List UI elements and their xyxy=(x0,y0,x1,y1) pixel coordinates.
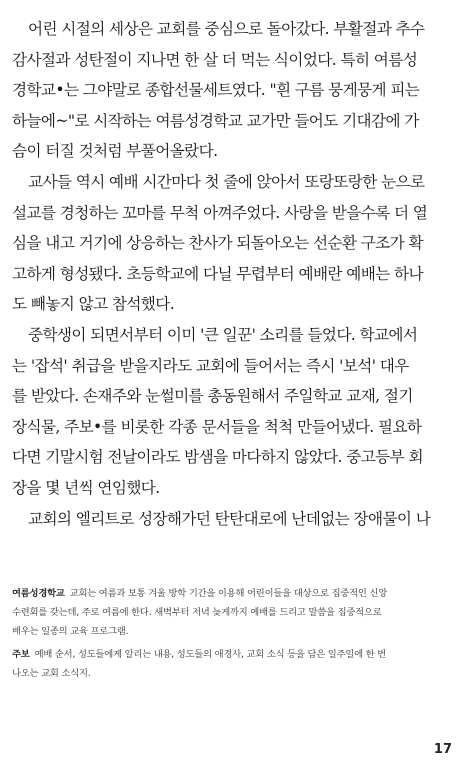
text-line: 경학교•는 그야말로 종합선물세트였다. "흰 구름 뭉게뭉게 피는 xyxy=(12,81,420,100)
footnote-line: 수련회를 갖는데, 주로 여름에 한다. 새벽부터 저녁 늦게까지 예배를 드리고 말씀을 집중적으로 xyxy=(12,607,382,618)
text-line: 하늘에~"로 시작하는 여름성경학교 교가만 들어도 기대감에 가 xyxy=(12,111,419,130)
text-line: 도 빼놓지 않고 참석했다. xyxy=(12,295,175,314)
text-line: 감사절과 성탄절이 지나면 한 살 더 먹는 식이었다. 특히 여름성 xyxy=(12,50,418,69)
text-line: 고하게 형성됐다. 초등학교에 다닐 무렵부터 예배란 예배는 하나 xyxy=(12,264,423,283)
text-line: 심을 내고 거기에 상응하는 찬사가 되돌아오는 선순환 구조가 확 xyxy=(12,234,423,253)
footnote-line: 나오는 교회 소식지. xyxy=(12,668,91,679)
paragraph-2 xyxy=(12,167,464,320)
paragraph-4 xyxy=(12,504,464,535)
footnote-text: 교회는 여름과 보통 겨울 방학 기간을 이용해 어린이들을 대상으로 집중적인 신앙 xyxy=(69,588,388,599)
body-text xyxy=(12,14,464,534)
text-line: 중학생이 되면서부터 이미 '큰 일꾼' 소리를 들었다. 학교에서 xyxy=(28,325,418,344)
footnotes xyxy=(12,584,464,687)
footnote-line xyxy=(12,645,464,664)
text-line: 장식물, 주보•를 비롯한 각종 문서들을 척척 만들어냈다. 필요하 xyxy=(12,417,422,436)
page-number: 17 xyxy=(433,742,452,757)
text-line: 슴이 터질 것처럼 부풀어올랐다. xyxy=(12,142,218,161)
text-line: 장을 몇 년씩 연임했다. xyxy=(12,478,160,497)
footnote-term: 여름성경학교 xyxy=(12,588,65,599)
footnote-term: 주보 xyxy=(12,649,30,660)
footnote-line xyxy=(12,584,464,603)
footnote-bulletin xyxy=(12,645,464,683)
footnote-line: 배우는 일종의 교육 프로그램. xyxy=(12,626,129,637)
text-line: 어린 시절의 세상은 교회를 중심으로 돌아갔다. 부활절과 추수 xyxy=(28,20,425,38)
paragraph-1 xyxy=(12,14,464,167)
footnote-summer-bible-school xyxy=(12,584,464,641)
text-line: 다면 기말시험 전날이라도 밤샘을 마다하지 않았다. 중고등부 회 xyxy=(12,448,423,467)
text-line: 교회의 엘리트로 성장해가던 탄탄대로에 난데없는 장애물이 나 xyxy=(28,509,431,528)
paragraph-3 xyxy=(12,320,464,504)
text-line: 교사들 역시 예배 시간마다 첫 줄에 앉아서 또랑또랑한 눈으로 xyxy=(28,172,425,191)
footnote-text: 예배 순서, 성도들에게 알리는 내용, 성도들의 애경사, 교회 소식 등을 담은 일주일에 한 번 xyxy=(34,649,386,660)
text-line: 를 받았다. 손재주와 눈썰미를 총동원해서 주일학교 교재, 절기 xyxy=(12,387,413,406)
text-line: 는 '잡석' 취급을 받을지라도 교회에 들어서는 즉시 '보석' 대우 xyxy=(12,356,409,375)
text-line: 설교를 경청하는 꼬마를 무척 아껴주었다. 사랑을 받을수록 더 열 xyxy=(12,203,428,222)
